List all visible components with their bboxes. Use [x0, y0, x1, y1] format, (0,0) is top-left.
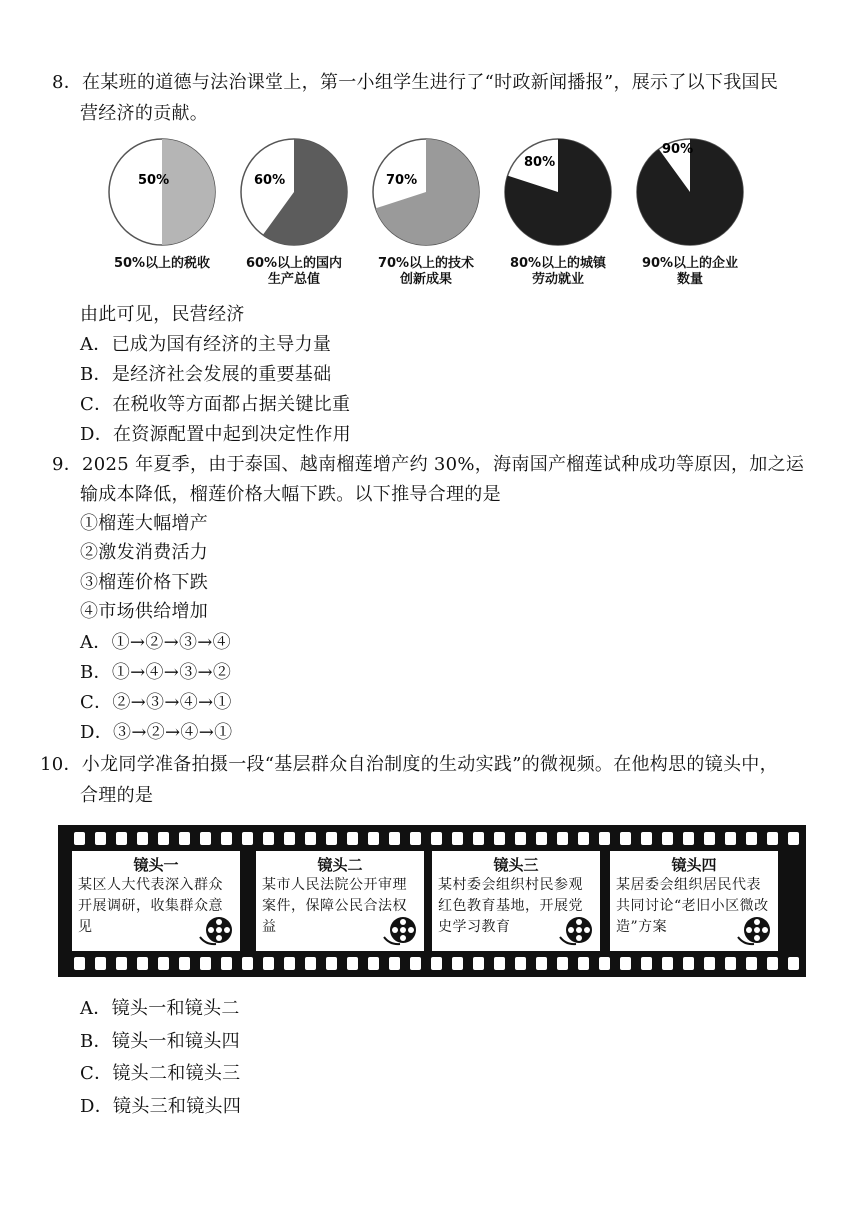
pie-caption-3-l2: 创新成果 [399, 272, 452, 287]
pie-caption-2-l2: 生产总值 [267, 272, 320, 287]
q9-option-a[interactable]: A．①→②→③→④ [80, 632, 231, 653]
film-sprocket-hole [326, 957, 337, 970]
pie-caption-1-l1: 50%以上的税收 [113, 256, 211, 271]
film-sprocket-hole [158, 957, 169, 970]
q10-stem-line2: 合理的是 [80, 785, 154, 806]
film-sprocket-hole [368, 832, 379, 845]
pie-item-1 [100, 136, 224, 272]
pie-chart-2 [238, 136, 350, 248]
pie-chart-5 [634, 136, 746, 248]
pie-caption-2-l1: 60%以上的国内 [245, 256, 343, 271]
q9-option-b[interactable]: B．①→④→③→② [80, 662, 232, 683]
film-sprocket-hole [578, 832, 589, 845]
film-sprocket-hole [788, 832, 799, 845]
film-sprocket-hole [557, 957, 568, 970]
pie-item-4 [496, 136, 620, 288]
pie-pct-label-1: 50% [138, 173, 170, 188]
film-sprocket-hole [116, 832, 127, 845]
film-sprocket-hole [116, 957, 127, 970]
pie-caption-3-l1: 70%以上的技术 [377, 256, 475, 271]
film-sprocket-hole [284, 957, 295, 970]
film-sprocket-hole [242, 832, 253, 845]
frame-text-3: 某村委会组织村民参观红色教育基地，开展党史学习教育 [438, 877, 583, 935]
film-frame-3 [432, 851, 600, 951]
frame-title-1: 镜头一 [133, 856, 179, 874]
q9-stem-line1: 9．2025 年夏季，由于泰国、越南榴莲增产约 30%，海南国产榴莲试种成功等原因，加之运 [52, 454, 805, 475]
film-sprocket-hole [578, 957, 589, 970]
film-reel-icon [382, 915, 418, 947]
film-sprocket-hole [620, 832, 631, 845]
film-sprocket-hole [641, 832, 652, 845]
film-sprocket-hole [368, 957, 379, 970]
q9-item-2: ②激发消费活力 [80, 542, 209, 563]
film-sprocket-hole [74, 957, 85, 970]
film-reel-icon [736, 915, 772, 947]
film-frame-2 [256, 851, 424, 951]
film-sprocket-hole [200, 957, 211, 970]
q9-stem-line2: 输成本降低，榴莲价格大幅下跌。以下推导合理的是 [80, 484, 501, 505]
film-sprocket-hole [683, 832, 694, 845]
q8-option-d[interactable]: D．在资源配置中起到决定性作用 [80, 424, 351, 445]
q8-lead: 由此可见，民营经济 [80, 304, 245, 325]
film-strip [58, 825, 806, 977]
film-sprocket-hole [725, 957, 736, 970]
q9-item-1: ①榴莲大幅增产 [80, 513, 209, 534]
q8-option-c[interactable]: C．在税收等方面都占据关键比重 [80, 394, 351, 415]
film-sprocket-hole [326, 832, 337, 845]
film-sprocket-hole [452, 957, 463, 970]
frame-text-4: 某居委会组织居民代表共同讨论“老旧小区微改造”方案 [616, 877, 769, 935]
film-sprocket-hole [515, 832, 526, 845]
pie-caption-3 [364, 256, 488, 288]
q10-option-c[interactable]: C．镜头二和镜头三 [80, 1063, 241, 1084]
q8-pie-figure [100, 136, 780, 296]
q10-option-b[interactable]: B．镜头一和镜头四 [80, 1031, 240, 1052]
film-sprocket-hole [767, 832, 778, 845]
film-sprocket-hole [158, 832, 169, 845]
pie-pct-label-2: 60% [254, 173, 286, 188]
film-sprocket-hole [95, 957, 106, 970]
film-sprocket-hole [536, 957, 547, 970]
film-sprocket-hole [431, 957, 442, 970]
film-sprocket-hole [221, 832, 232, 845]
film-sprocket-hole [347, 957, 358, 970]
pie-chart-1 [106, 136, 218, 248]
q8-option-b[interactable]: B．是经济社会发展的重要基础 [80, 364, 332, 385]
frame-title-4: 镜头四 [671, 856, 717, 874]
film-sprocket-hole [767, 957, 778, 970]
pie-chart-4 [502, 136, 614, 248]
film-sprocket-hole [389, 832, 400, 845]
film-sprocket-hole [746, 832, 757, 845]
film-sprocket-hole [137, 957, 148, 970]
q8-option-a[interactable]: A．已成为国有经济的主导力量 [80, 334, 332, 355]
q9-item-3: ③榴莲价格下跌 [80, 572, 209, 593]
pie-caption-4-l1: 80%以上的城镇 [509, 256, 607, 271]
pie-caption-5-l2: 数量 [676, 272, 703, 287]
film-sprocket-hole [242, 957, 253, 970]
pie-item-3 [364, 136, 488, 288]
frame-title-3: 镜头三 [493, 856, 539, 874]
film-sprocket-hole [683, 957, 694, 970]
film-sprocket-hole [389, 957, 400, 970]
film-sprocket-hole [410, 957, 421, 970]
film-sprocket-hole [74, 832, 85, 845]
frame-text-1: 某区人大代表深入群众开展调研，收集群众意见 [78, 877, 223, 935]
film-sprocket-hole [200, 832, 211, 845]
film-sprocket-hole [284, 832, 295, 845]
q9-item-4: ④市场供给增加 [80, 601, 209, 622]
film-sprocket-hole [536, 832, 547, 845]
film-sprocket-hole [179, 832, 190, 845]
film-sprocket-hole [494, 832, 505, 845]
film-sprocket-hole [641, 957, 652, 970]
film-sprocket-hole [305, 832, 316, 845]
film-sprocket-hole [704, 832, 715, 845]
pie-caption-4-l2: 劳动就业 [531, 272, 584, 287]
q10-stem-line1: 10．小龙同学准备拍摄一段“基层群众自治制度的生动实践”的微视频。在他构思的镜头中， [40, 754, 778, 775]
film-sprocket-hole [263, 832, 274, 845]
pie-slice-1 [162, 139, 215, 245]
pie-caption-5 [628, 256, 752, 288]
q9-option-d[interactable]: D．③→②→④→① [80, 722, 233, 743]
film-holes-bottom [74, 957, 806, 970]
pie-caption-4 [496, 256, 620, 288]
film-sprocket-hole [704, 957, 715, 970]
film-sprocket-hole [221, 957, 232, 970]
pie-item-5 [628, 136, 752, 288]
film-sprocket-hole [347, 832, 358, 845]
film-sprocket-hole [557, 832, 568, 845]
film-holes-top [74, 832, 806, 845]
film-sprocket-hole [788, 957, 799, 970]
film-sprocket-hole [620, 957, 631, 970]
pie-pct-label-4: 80% [524, 155, 556, 170]
pie-pct-label-5: 90% [662, 142, 694, 157]
film-frame-4 [610, 851, 778, 951]
pie-chart-3 [370, 136, 482, 248]
film-sprocket-hole [452, 832, 463, 845]
q10-option-a[interactable]: A．镜头一和镜头二 [80, 998, 240, 1019]
pie-caption-5-l1: 90%以上的企业 [641, 256, 739, 271]
film-sprocket-hole [494, 957, 505, 970]
film-sprocket-hole [662, 832, 673, 845]
pie-caption-1 [100, 256, 224, 272]
film-sprocket-hole [137, 832, 148, 845]
film-sprocket-hole [95, 832, 106, 845]
q9-option-c[interactable]: C．②→③→④→① [80, 692, 232, 713]
film-sprocket-hole [746, 957, 757, 970]
film-sprocket-hole [473, 957, 484, 970]
film-sprocket-hole [662, 957, 673, 970]
film-reel-icon [558, 915, 594, 947]
q8-stem-line2: 营经济的贡献。 [80, 103, 209, 124]
film-reel-icon [198, 915, 234, 947]
frame-text-2: 某市人民法院公开审理案件，保障公民合法权益 [262, 877, 407, 935]
q8-stem-line1: 8．在某班的道德与法治课堂上，第一小组学生进行了“时政新闻播报”，展示了以下我国民 [52, 72, 779, 93]
film-sprocket-hole [410, 832, 421, 845]
pie-item-2 [232, 136, 356, 288]
pie-caption-2 [232, 256, 356, 288]
film-sprocket-hole [599, 957, 610, 970]
frame-title-2: 镜头二 [317, 856, 363, 874]
film-sprocket-hole [431, 832, 442, 845]
film-sprocket-hole [473, 832, 484, 845]
film-sprocket-hole [599, 832, 610, 845]
pie-pct-label-3: 70% [386, 173, 418, 188]
film-sprocket-hole [305, 957, 316, 970]
film-sprocket-hole [263, 957, 274, 970]
film-sprocket-hole [515, 957, 526, 970]
film-sprocket-hole [179, 957, 190, 970]
q10-option-d[interactable]: D．镜头三和镜头四 [80, 1096, 242, 1117]
film-sprocket-hole [725, 832, 736, 845]
film-frame-1 [72, 851, 240, 951]
